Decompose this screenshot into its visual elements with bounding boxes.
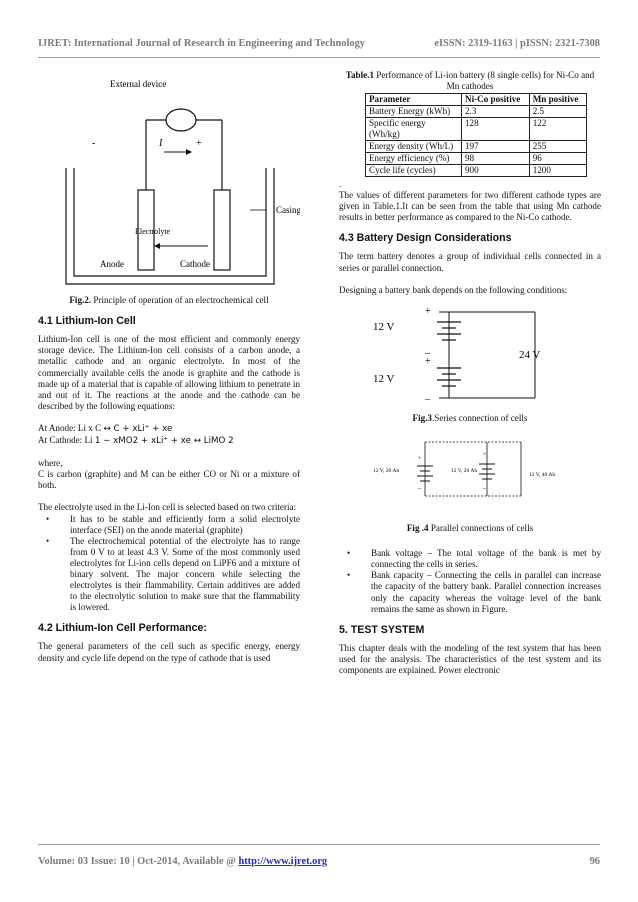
table-cell: 128	[462, 118, 530, 141]
where-text: C is carbon (graphite) and M can be either CO or Ni or a mixture of both.	[38, 469, 300, 491]
electrolyte-label: Electrolyte	[135, 227, 171, 236]
list-item: • The electrochemical potential of the electrolyte has to range from 0 V to at least 4.3 V. Some of the most commonly used electrolytes for Li-ion cells depend on LiPF6 and a mixture of binary solvent. The major concern while selecting the electrolytes is their flammability. Certain additives are added to the electrolytic solution to make sure that the flammability is lowered.	[38, 536, 300, 614]
bank-rating: 12 V, 40 Ah	[529, 471, 556, 478]
parallel-connection-diagram	[339, 430, 601, 514]
casing-outer	[66, 168, 274, 284]
table-header-cell: Parameter	[366, 94, 462, 106]
table-header-row	[366, 94, 587, 106]
ion-arrowhead	[154, 243, 160, 249]
stray-dot: .	[339, 179, 342, 189]
table-cell: Cycle life (cycles)	[366, 165, 462, 177]
series-connection-diagram	[339, 302, 601, 406]
table-row	[366, 165, 587, 177]
electrochemical-cell-diagram	[38, 70, 300, 288]
bottom-cell-voltage: 12 V	[373, 372, 395, 385]
external-device-label: External device	[110, 79, 167, 89]
table-cell: 1200	[529, 165, 586, 177]
cathode-electrode	[214, 190, 230, 270]
minus-sign: _	[418, 483, 421, 490]
anode-label: Anode	[100, 259, 124, 269]
fig4-caption-label: Fig .4	[406, 523, 429, 534]
top-cell-voltage: 12 V	[373, 320, 395, 333]
list-item: • Bank voltage – The total voltage of the bank is met by connecting the cells in series.	[339, 548, 601, 570]
table-cell: Energy efficiency (%)	[366, 153, 462, 165]
plus-sign: +	[425, 305, 431, 317]
cathode-label: Cathode	[180, 259, 210, 269]
page-header	[38, 38, 600, 49]
cell1-rating: 12 V, 20 Ah	[373, 467, 400, 474]
table-cell: 122	[529, 118, 586, 141]
right-column	[339, 70, 601, 676]
external-device-circle	[166, 109, 196, 131]
issn-text: eISSN: 2319-1163 | pISSN: 2321-7308	[434, 38, 600, 49]
table-cell: Battery Energy (kWh)	[366, 106, 462, 118]
section-4-3-para2: Designing a battery bank depends on the following conditions:	[339, 284, 568, 295]
table1-caption-text: Performance of Li-ion battery (8 single cells) for Ni-Co and Mn cathodes	[374, 70, 595, 91]
anode-equation-label: At Anode: Li x C	[38, 422, 104, 433]
total-voltage: 24 V	[519, 348, 541, 361]
section-4-3-heading: 4.3 Battery Design Considerations	[339, 232, 512, 245]
section-4-3-para1: The term battery denotes a group of individual cells connected in a series or parallel connection.	[339, 251, 601, 273]
fig2-caption	[38, 295, 300, 306]
table-cell: 900	[462, 165, 530, 177]
fig3-caption-label: Fig.3	[412, 412, 432, 423]
table-cell: 2.5	[529, 106, 586, 118]
minus-sign: _	[425, 389, 430, 401]
cell2-rating: 12 V, 20 Ah	[451, 467, 478, 474]
table-row	[366, 106, 587, 118]
table1-caption	[339, 70, 601, 92]
plus-sign: +	[425, 355, 431, 367]
section-4-1-para2: The electrolyte used in the Li-Ion cell is selected based on two criteria:	[38, 502, 297, 513]
bank-conditions-list	[339, 548, 601, 615]
table-row	[366, 141, 587, 153]
fig2-caption-label: Fig.2.	[69, 295, 92, 306]
current-label: I	[159, 138, 163, 149]
electrolyte-criteria-list	[38, 514, 300, 614]
list-item: • Bank capacity – Connecting the cells in parallel can increase the capacity of the battery bank. Parallel connection increases only the capacity whereas the voltage level of the bank remains the same as shown in Figure.	[339, 570, 601, 614]
footer-volume: Volume: 03 Issue: 10 | Oct-2014, Available @	[38, 856, 239, 867]
page-number: 96	[589, 856, 600, 867]
journal-title: IJRET: International Journal of Research in Engineering and Technology	[38, 38, 365, 49]
section-4-1-heading: 4.1 Lithium-Ion Cell	[38, 315, 136, 328]
section-4-1-para1: Lithium-Ion cell is one of the most efficient and commonly energy storage device. The Lithium-Ion cell consists of a carbon anode, a metallic cathode and an organic electrolyte. In most of the commercially available cells the anode is graphite and the cathode is made up of a material that is capable of allowing lithium to penetrate in and out of it. The reactions at the anode and the cathode can be described by the following equations:	[38, 334, 300, 411]
table-header-cell: Mn positive	[529, 94, 586, 106]
journal-link[interactable]: http://www.ijret.org	[238, 856, 328, 867]
minus-sign: _	[425, 343, 430, 355]
section-5-para: This chapter deals with the modeling of the test system that has been used for the analysis. The characteristics of the test system and its components are explained. Power electronic	[339, 642, 601, 675]
section-4-2-heading: 4.2 Lithium-Ion Cell Performance:	[38, 622, 207, 635]
table-cell: 96	[529, 153, 586, 165]
where-label: where,	[38, 458, 63, 469]
table1-caption-label: Table.1	[345, 70, 374, 80]
table-cell: 2.3	[462, 106, 530, 118]
section-5-heading: 5. TEST SYSTEM	[339, 623, 425, 636]
header-rule	[38, 57, 600, 58]
fig3-caption	[339, 413, 601, 424]
page-footer	[38, 856, 600, 867]
cathode-equation-label: At Cathode: Li	[38, 435, 95, 446]
minus-sign: _	[483, 483, 486, 490]
casing-label: Casing	[276, 205, 300, 215]
left-column	[38, 70, 300, 664]
list-item: • It has to be stable and efficiently form a solid electrolyte interface (SEI) on the anode material (graphite)	[38, 514, 300, 536]
footer-rule	[38, 844, 600, 845]
section-4-2-para: The general parameters of the cell such as specific energy, energy density and cycle life depend on the type of cathode that is used	[38, 641, 300, 663]
table-cell: 98	[462, 153, 530, 165]
plus-sign: +	[418, 455, 422, 462]
table-header-cell: Ni-Co positive	[462, 94, 530, 106]
plus-sign: +	[483, 451, 487, 458]
performance-table	[365, 93, 587, 177]
fig2-caption-text: Principle of operation of an electrochemical cell	[91, 295, 269, 306]
table-cell: Specific energy (Wh/kg)	[366, 118, 462, 141]
fig4-caption-text: Parallel connections of cells	[428, 523, 534, 534]
table-cell: Energy density (Wh/L)	[366, 141, 462, 153]
fig4-caption	[339, 523, 601, 534]
minus-terminal-label: -	[92, 138, 96, 149]
anode-equation	[38, 423, 300, 435]
table-cell: 255	[529, 141, 586, 153]
table-row	[366, 118, 587, 141]
table-row	[366, 153, 587, 165]
cathode-equation-math: 1 − xMO2 + xLi⁺ + xe ↔ LiMO 2	[94, 436, 234, 447]
cathode-equation	[38, 435, 300, 447]
table-discussion-para: The values of different parameters for two different cathode types are given in Table.1.It can be seen from the table that using Mn cathode results in better performance as compared to the Ni-Co cathode.	[339, 190, 601, 223]
anode-equation-math: ↔ C + xLi⁺ + xe	[103, 423, 173, 434]
table-cell: 197	[462, 141, 530, 153]
fig3-caption-text: .Series connection of cells	[431, 412, 528, 423]
current-arrowhead	[186, 149, 192, 155]
plus-terminal-label: +	[196, 138, 202, 149]
